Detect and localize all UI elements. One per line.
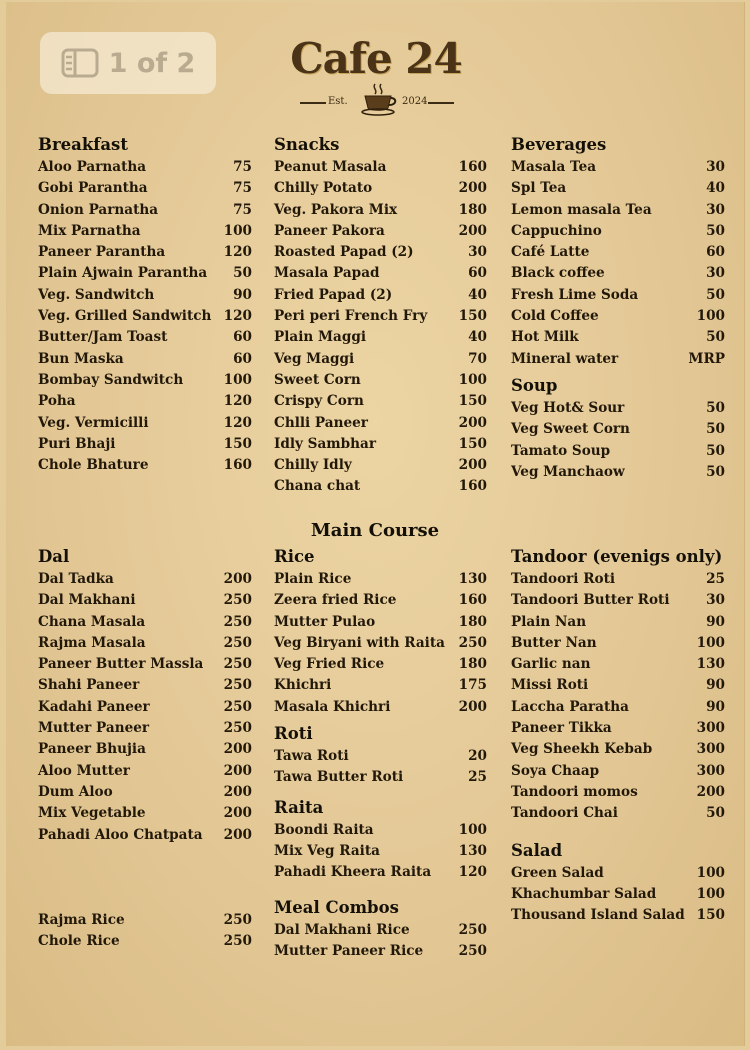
- menu-item: [38, 349, 252, 370]
- menu-item-price: 160: [458, 478, 487, 495]
- menu-item: [38, 803, 252, 824]
- menu-item-name: Tamato Soup: [511, 442, 611, 459]
- tandoor-section: [511, 545, 725, 926]
- cafe-logo: [286, 34, 466, 120]
- menu-item-name: Paneer Parantha: [38, 244, 166, 261]
- menu-item-name: Tandoori Chai: [511, 805, 618, 822]
- menu-item: [274, 633, 487, 654]
- menu-item: [511, 221, 725, 242]
- menu-item: [38, 306, 252, 327]
- menu-item-name: Butter Nan: [511, 634, 597, 651]
- menu-item-price: 60: [468, 265, 487, 282]
- menu-item-price: 30: [706, 265, 725, 282]
- menu-item-price: 75: [233, 159, 252, 175]
- menu-item: [38, 285, 252, 306]
- menu-item: [274, 178, 487, 199]
- menu-item-price: 30: [468, 244, 487, 261]
- menu-item-name: Mutter Paneer Rice: [274, 942, 424, 959]
- menu-item-name: Tandoori Roti: [511, 571, 616, 587]
- menu-item-price: 60: [233, 329, 252, 346]
- menu-item-name: Khachumbar Salad: [511, 885, 657, 902]
- menu-item: [38, 413, 252, 434]
- menu-item: [511, 462, 725, 483]
- menu-item-name: Veg Maggi: [274, 350, 355, 367]
- menu-item: [511, 633, 725, 654]
- menu-item-price: 200: [223, 805, 252, 822]
- menu-item: [274, 862, 487, 883]
- menu-item-price: 130: [458, 571, 487, 587]
- menu-item-price: 300: [696, 741, 725, 758]
- menu-item-price: 30: [706, 159, 725, 175]
- menu-item-price: 160: [223, 457, 252, 474]
- menu-item-name: Veg Hot& Sour: [511, 399, 625, 416]
- menu-item: [274, 841, 487, 862]
- menu-item: [511, 178, 725, 199]
- menu-item-name: Peanut Masala: [274, 159, 387, 175]
- menu-item: [38, 263, 252, 284]
- menu-item-price: 120: [223, 393, 252, 410]
- menu-item-name: Soya Chaap: [511, 762, 600, 779]
- menu-item: [274, 157, 487, 178]
- section-title: Soup: [511, 375, 558, 395]
- section-title: Dal: [38, 547, 70, 566]
- menu-item-name: Veg. Vermicilli: [38, 414, 149, 431]
- section-title: Tandoor (evenigs only): [511, 547, 723, 566]
- menu-item-price: 250: [223, 912, 252, 928]
- menu-item: [511, 200, 725, 221]
- menu-item-name: Plain Nan: [511, 613, 587, 630]
- menu-item-name: Plain Ajwain Parantha: [38, 265, 208, 282]
- menu-item-name: Chole Bhature: [38, 457, 149, 474]
- rice-dishes-section: [38, 910, 252, 953]
- menu-item-price: 90: [233, 286, 252, 303]
- menu-item-price: 150: [458, 308, 487, 325]
- menu-item-name: Veg Biryani with Raita: [274, 634, 445, 651]
- menu-item-name: Mutter Pulao: [274, 613, 376, 630]
- menu-item-price: 120: [223, 244, 252, 261]
- menu-item-name: Paneer Tikka: [511, 720, 612, 737]
- menu-item-price: 90: [706, 613, 725, 630]
- section-title: Beverages: [511, 135, 607, 154]
- menu-item-price: 50: [706, 399, 725, 416]
- menu-item-price: 200: [223, 571, 252, 587]
- menu-item-price: MRP: [688, 350, 725, 367]
- menu-item-name: Black coffee: [511, 265, 605, 282]
- menu-item: [38, 370, 252, 391]
- menu-item-price: 200: [223, 741, 252, 758]
- menu-item-name: Plain Rice: [274, 571, 352, 587]
- menu-item: [274, 391, 487, 412]
- menu-item-name: Thousand Island Salad: [511, 907, 685, 924]
- menu-item-price: 250: [223, 656, 252, 673]
- menu-item: [511, 157, 725, 178]
- menu-item-price: 200: [458, 698, 487, 715]
- menu-item: [511, 590, 725, 611]
- menu-item: [274, 242, 487, 263]
- menu-item: [511, 349, 725, 370]
- menu-item: [38, 327, 252, 348]
- menu-item-name: Chana Masala: [38, 613, 146, 630]
- menu-item: [274, 767, 487, 788]
- menu-item-name: Chlli Paneer: [274, 414, 368, 431]
- menu-item-price: 200: [696, 783, 725, 800]
- menu-item-name: Crispy Corn: [274, 393, 364, 410]
- menu-item-price: 130: [458, 842, 487, 859]
- menu-item-name: Butter/Jam Toast: [38, 329, 168, 346]
- logo-rule-left: [300, 102, 326, 104]
- menu-item-price: 120: [458, 864, 487, 881]
- menu-item: [274, 746, 487, 767]
- menu-item: [511, 327, 725, 348]
- menu-item: [274, 590, 487, 611]
- menu-item: [38, 910, 252, 931]
- menu-item-price: 200: [223, 826, 252, 843]
- menu-item-name: Bun Maska: [38, 350, 124, 367]
- menu-item: [511, 697, 725, 718]
- menu-item-price: 40: [468, 329, 487, 346]
- menu-item-name: Gobi Parantha: [38, 180, 148, 197]
- menu-item-name: Tandoori Butter Roti: [511, 592, 670, 609]
- menu-item-price: 150: [696, 907, 725, 924]
- menu-item-name: Boondi Raita: [274, 821, 374, 838]
- menu-item: [511, 739, 725, 760]
- menu-item-name: Paneer Bhujia: [38, 741, 146, 758]
- menu-item-name: Fried Papad (2): [274, 286, 393, 303]
- menu-item-price: 200: [223, 762, 252, 779]
- menu-item-name: Puri Bhaji: [38, 435, 116, 452]
- menu-item-price: 150: [458, 393, 487, 410]
- page-indicator-text: 1 of 2: [108, 47, 196, 79]
- menu-item-price: 70: [468, 350, 487, 367]
- menu-item-name: Cappuchino: [511, 222, 602, 239]
- menu-item-name: Chana chat: [274, 478, 361, 495]
- menu-item: [274, 434, 487, 455]
- menu-item-name: Roasted Papad (2): [274, 244, 414, 261]
- menu-item-price: 175: [458, 677, 487, 694]
- menu-item-price: 30: [706, 592, 725, 609]
- menu-item-name: Lemon masala Tea: [511, 201, 652, 218]
- menu-item-price: 50: [233, 265, 252, 282]
- menu-item-name: Veg Sheekh Kebab: [511, 741, 653, 758]
- menu-item: [274, 327, 487, 348]
- menu-item: [511, 863, 725, 884]
- menu-item: [38, 157, 252, 178]
- menu-item-name: Hot Milk: [511, 329, 579, 346]
- menu-item-price: 300: [696, 720, 725, 737]
- snacks-section: [274, 133, 487, 498]
- menu-item-name: Tawa Butter Roti: [274, 769, 404, 786]
- menu-item-price: 30: [706, 201, 725, 218]
- menu-item: [511, 419, 725, 440]
- menu-item-name: Veg Sweet Corn: [511, 421, 630, 438]
- menu-item-name: Paneer Butter Massla: [38, 656, 204, 673]
- menu-item-price: 200: [458, 222, 487, 239]
- menu-item-name: Masala Khichri: [274, 698, 391, 715]
- menu-item: [511, 803, 725, 824]
- logo-rule-right: [428, 102, 454, 104]
- menu-item-name: Shahi Paneer: [38, 677, 140, 694]
- menu-item-price: 25: [706, 571, 725, 587]
- menu-item: [38, 782, 252, 803]
- menu-item: [511, 675, 725, 696]
- menu-item-price: 100: [696, 885, 725, 902]
- menu-item-price: 60: [706, 244, 725, 261]
- menu-item-name: Dum Aloo: [38, 783, 113, 800]
- menu-item: [38, 242, 252, 263]
- menu-item: [511, 441, 725, 462]
- menu-item-price: 120: [223, 308, 252, 325]
- menu-item: [511, 905, 725, 926]
- menu-item: [274, 263, 487, 284]
- dal-section: [38, 545, 252, 846]
- menu-item: [38, 221, 252, 242]
- menu-item-name: Sweet Corn: [274, 371, 361, 388]
- menu-item: [274, 654, 487, 675]
- menu-item-price: 130: [696, 656, 725, 673]
- menu-item-price: 200: [458, 457, 487, 474]
- menu-item: [38, 654, 252, 675]
- menu-item-price: 250: [458, 634, 487, 651]
- coffee-cup-icon: [359, 82, 399, 116]
- menu-item-name: Dal Makhani Rice: [274, 921, 410, 938]
- menu-item-price: 50: [706, 463, 725, 480]
- menu-item: [38, 178, 252, 199]
- menu-item-name: Chilly Potato: [274, 180, 373, 197]
- menu-item: [38, 200, 252, 221]
- menu-item-price: 100: [223, 371, 252, 388]
- menu-item-price: 300: [696, 762, 725, 779]
- menu-item-name: Idly Sambhar: [274, 435, 377, 452]
- menu-item-name: Mix Vegetable: [38, 805, 146, 822]
- page-indicator[interactable]: [40, 32, 216, 94]
- menu-item-price: 50: [706, 421, 725, 438]
- menu-item-price: 60: [233, 350, 252, 367]
- menu-item-name: Kadahi Paneer: [38, 698, 150, 715]
- menu-item-name: Rajma Masala: [38, 634, 146, 651]
- menu-item-price: 250: [223, 933, 252, 950]
- menu-item-price: 75: [233, 180, 252, 197]
- menu-item: [274, 941, 487, 962]
- menu-item-name: Masala Papad: [274, 265, 380, 282]
- menu-item: [274, 221, 487, 242]
- menu-item-price: 40: [706, 180, 725, 197]
- menu-item: [511, 263, 725, 284]
- menu-item-name: Spl Tea: [511, 180, 567, 197]
- menu-item: [511, 569, 725, 590]
- menu-item-name: Missi Roti: [511, 677, 589, 694]
- menu-item-name: Veg Fried Rice: [274, 656, 385, 673]
- menu-item-name: Garlic nan: [511, 656, 591, 673]
- menu-item-name: Mineral water: [511, 350, 619, 367]
- menu-item: [38, 391, 252, 412]
- menu-item-name: Café Latte: [511, 244, 590, 261]
- beverages-section: [511, 133, 725, 483]
- menu-item: [511, 654, 725, 675]
- menu-item: [511, 306, 725, 327]
- menu-item: [274, 476, 487, 497]
- menu-item-price: 25: [468, 769, 487, 786]
- page-view-icon: [61, 48, 99, 78]
- menu-item-price: 120: [223, 414, 252, 431]
- menu-item: [274, 413, 487, 434]
- menu-item-name: Onion Parnatha: [38, 201, 159, 218]
- menu-item-name: Fresh Lime Soda: [511, 286, 639, 303]
- menu-item-name: Veg. Sandwitch: [38, 286, 155, 303]
- menu-item: [274, 285, 487, 306]
- cafe-name: Cafe 24: [290, 34, 462, 83]
- menu-item-name: Veg Manchaow: [511, 463, 625, 480]
- menu-item: [274, 569, 487, 590]
- menu-item-price: 40: [468, 286, 487, 303]
- menu-item-name: Dal Tadka: [38, 571, 114, 587]
- menu-item: [38, 590, 252, 611]
- menu-item-name: Masala Tea: [511, 159, 597, 175]
- menu-item-price: 50: [706, 329, 725, 346]
- section-title: Breakfast: [38, 135, 128, 154]
- menu-item-price: 100: [696, 308, 725, 325]
- logo-est: Est.: [328, 96, 348, 107]
- section-title: Meal Combos: [274, 897, 399, 917]
- menu-item: [38, 718, 252, 739]
- menu-item-name: Mix Veg Raita: [274, 842, 380, 859]
- menu-item-name: Poha: [38, 393, 76, 410]
- menu-item: [274, 370, 487, 391]
- menu-item-price: 250: [458, 942, 487, 959]
- section-title: Snacks: [274, 135, 340, 154]
- menu-item: [511, 242, 725, 263]
- menu-item: [38, 612, 252, 633]
- menu-item-price: 50: [706, 286, 725, 303]
- menu-item-price: 100: [458, 821, 487, 838]
- menu-item-name: Laccha Paratha: [511, 698, 629, 715]
- menu-item-price: 75: [233, 201, 252, 218]
- menu-item-price: 100: [696, 634, 725, 651]
- menu-item-price: 180: [458, 201, 487, 218]
- menu-item: [38, 455, 252, 476]
- menu-item-name: Peri peri French Fry: [274, 308, 428, 325]
- menu-item-name: Tawa Roti: [274, 748, 349, 765]
- menu-item-name: Green Salad: [511, 864, 604, 881]
- menu-item: [38, 675, 252, 696]
- menu-item-price: 50: [706, 442, 725, 459]
- menu-item-name: Bombay Sandwitch: [38, 371, 184, 388]
- menu-item-price: 100: [458, 371, 487, 388]
- menu-item: [511, 285, 725, 306]
- section-title: Salad: [511, 840, 563, 860]
- section-title: Roti: [274, 724, 313, 744]
- menu-item: [38, 761, 252, 782]
- menu-item-price: 150: [458, 435, 487, 452]
- menu-item: [511, 612, 725, 633]
- menu-item-price: 150: [223, 435, 252, 452]
- menu-item-price: 20: [468, 748, 487, 765]
- menu-item-price: 250: [223, 592, 252, 609]
- menu-item-name: Veg. Pakora Mix: [274, 201, 398, 218]
- menu-item-price: 90: [706, 698, 725, 715]
- breakfast-section: [38, 133, 252, 476]
- menu-item-name: Aloo Mutter: [38, 762, 130, 779]
- menu-item-name: Chole Rice: [38, 933, 120, 950]
- menu-item: [511, 782, 725, 803]
- menu-item-price: 100: [696, 864, 725, 881]
- menu-item-price: 200: [458, 180, 487, 197]
- section-title: Raita: [274, 797, 324, 817]
- rice-section: [274, 545, 487, 962]
- menu-item: [274, 349, 487, 370]
- menu-item-name: Aloo Parnatha: [38, 159, 147, 175]
- menu-item-name: Dal Makhani: [38, 592, 136, 609]
- menu-item: [511, 761, 725, 782]
- menu-item: [274, 455, 487, 476]
- menu-item-price: 200: [458, 414, 487, 431]
- menu-item: [274, 675, 487, 696]
- menu-item: [274, 612, 487, 633]
- menu-item-name: Cold Coffee: [511, 308, 599, 325]
- menu-item-name: Chilly Idly: [274, 457, 352, 474]
- menu-item-price: 180: [458, 656, 487, 673]
- menu-item-name: Mutter Paneer: [38, 720, 150, 737]
- menu-item-name: Pahadi Kheera Raita: [274, 864, 432, 881]
- menu-item: [274, 200, 487, 221]
- menu-item-name: Tandoori momos: [511, 783, 638, 800]
- menu-item-price: 250: [223, 677, 252, 694]
- menu-item-price: 50: [706, 222, 725, 239]
- menu-item: [38, 697, 252, 718]
- menu-item: [38, 569, 252, 590]
- menu-item-price: 100: [223, 222, 252, 239]
- menu-item-price: 160: [458, 592, 487, 609]
- menu-item: [274, 920, 487, 941]
- menu-item: [274, 820, 487, 841]
- menu-item: [38, 931, 252, 952]
- menu-item-price: 90: [706, 677, 725, 694]
- menu-item: [511, 398, 725, 419]
- menu-item-price: 180: [458, 613, 487, 630]
- menu-item-price: 250: [223, 698, 252, 715]
- menu-item: [38, 825, 252, 846]
- menu-item-price: 250: [223, 720, 252, 737]
- menu-item-name: Rajma Rice: [38, 912, 125, 928]
- main-course-heading: Main Course: [310, 520, 440, 541]
- menu-item-price: 50: [706, 805, 725, 822]
- menu-item-name: Zeera fried Rice: [274, 592, 397, 609]
- menu-item: [38, 633, 252, 654]
- menu-item-price: 250: [223, 634, 252, 651]
- menu-item-price: 200: [223, 783, 252, 800]
- section-title: Rice: [274, 547, 315, 566]
- menu-item: [38, 739, 252, 760]
- logo-year: 2024: [402, 96, 428, 107]
- menu-item: [511, 884, 725, 905]
- menu-item-name: Pahadi Aloo Chatpata: [38, 826, 203, 843]
- menu-item-name: Plain Maggi: [274, 329, 367, 346]
- menu-item-name: Mix Parnatha: [38, 222, 141, 239]
- menu-item: [38, 434, 252, 455]
- menu-item-name: Veg. Grilled Sandwitch: [38, 308, 212, 325]
- menu-item-price: 160: [458, 159, 487, 175]
- menu-item-price: 250: [458, 921, 487, 938]
- menu-item-name: Khichri: [274, 677, 332, 694]
- menu-item-name: Paneer Pakora: [274, 222, 385, 239]
- menu-item: [274, 306, 487, 327]
- menu-item: [511, 718, 725, 739]
- menu-item: [274, 697, 487, 718]
- menu-item-price: 250: [223, 613, 252, 630]
